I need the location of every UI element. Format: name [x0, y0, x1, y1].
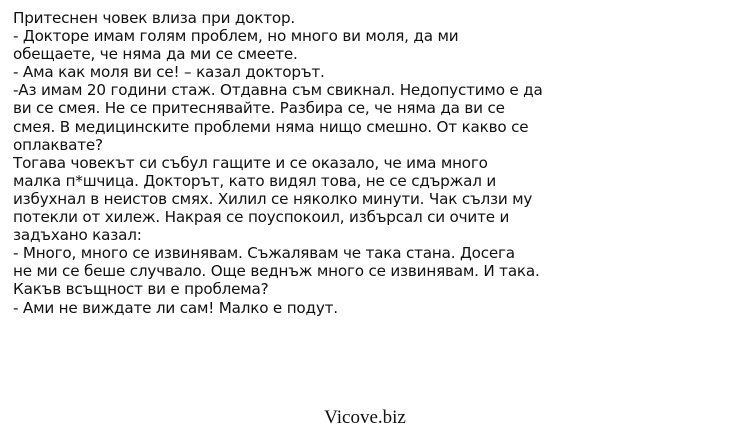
site-watermark: Vicove.biz: [324, 407, 406, 428]
joke-text: [13, 9, 723, 317]
joke-line: оплаквате?: [13, 135, 103, 154]
joke-line: Притеснен човек влиза при доктор.: [13, 9, 296, 27]
joke-line: не ми се беше случвало. Още веднъж много се извинявам. И така.: [13, 262, 540, 281]
joke-line: -Аз имам 20 години стаж. Отдавна съм свикнал. Недопустимо е да: [13, 81, 543, 100]
joke-line: избухнал в неистов смях. Хилил се няколко минути. Чак сълзи му: [13, 189, 533, 208]
joke-line: задъхано казал:: [13, 226, 142, 245]
joke-line: потекли от хилеж. Накрая се поуспокоил, избърсал си очите и: [13, 208, 510, 227]
joke-line: Тогава човекът си събул гащите и се оказало, че има много: [13, 153, 488, 172]
joke-line: - Много, много се извинявам. Съжалявам че така стана. Досега: [13, 244, 515, 263]
joke-line: - Докторе имам голям проблем, но много ви моля, да ми: [13, 27, 459, 46]
joke-line: - Ама как моля ви се! – казал докторът.: [13, 63, 325, 82]
joke-line: ви се смея. Не се притеснявайте. Разбира се, че няма да ви се: [13, 99, 505, 118]
joke-line: смея. В медицинските проблеми няма нищо смешно. От какво се: [13, 117, 529, 136]
joke-line: малка п*шчица. Докторът, като видял това, не се сдържал и: [13, 171, 497, 190]
joke-line: - Ами не виждате ли сам! Малко е подут.: [13, 298, 338, 317]
joke-line: обещаете, че няма да ми се смеете.: [13, 45, 298, 64]
joke-line: Какъв всъщност ви е проблема?: [13, 280, 269, 299]
